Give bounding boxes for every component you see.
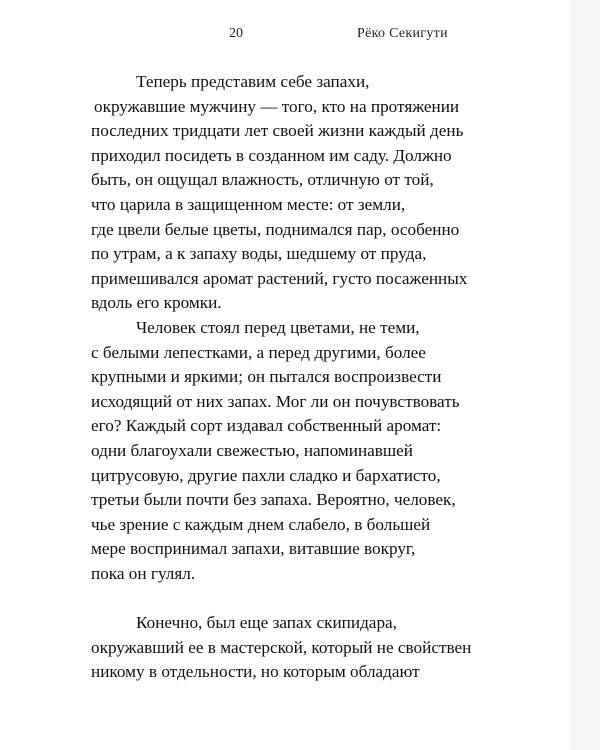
paragraph-2-line-9: чье зрение с каждым днем слабело, в большей [91, 514, 431, 534]
paragraph-2-line-6: одни благоухали свежестью, напоминавшей [91, 440, 413, 460]
section-gap [0, 586, 570, 611]
running-head [0, 26, 570, 46]
paragraph-2-line-5: его? Каждый сорт издавал собственный аромат: [91, 416, 442, 436]
running-title: Рёко Секигути [357, 26, 448, 41]
paragraph-1-line-1: Теперь представим себе запахи, [136, 72, 370, 91]
paragraph-3-line-3: никому в отдельности, но которым обладают [91, 662, 420, 682]
paragraph-1-line-5: быть, он ощущал влажность, отличную от той, [91, 170, 434, 190]
page-number: 20 [229, 26, 243, 41]
paragraph-2-line-11: пока он гулял. [91, 563, 196, 583]
paragraph-1-line-8: по утрам, а к запаху воды, шедшему от пруда, [91, 244, 427, 264]
paragraph-3-line-1: Конечно, был еще запах скипидара, [136, 613, 397, 633]
paragraph-2-line-3: крупными и яркими; он пытался воспроизвести [91, 367, 442, 387]
paragraph-1-line-10: вдоль его кромки. [91, 293, 222, 313]
body-text [0, 70, 570, 685]
paragraph-1-line-6: что царила в защищенном месте: от земли, [91, 194, 406, 214]
paragraph-1-line-9: примешивался аромат растений, густо посаженных [91, 268, 468, 288]
paragraph-1-line-7: где цвели белые цветы, поднимался пар, особенно [91, 219, 460, 239]
paragraph-2-line-1: Человек стоял перед цветами, не теми, [136, 317, 420, 337]
paragraph-2-line-2: с белыми лепестками, а перед другими, более [91, 342, 426, 362]
paragraph-2-line-8: третьи были почти без запаха. Вероятно, человек, [91, 490, 456, 510]
paragraph-3-line-2: окружавший ее в мастерской, который не свойствен [91, 637, 472, 657]
paragraph-2-line-4: исходящий от них запах. Мог ли он почувствовать [91, 391, 460, 411]
paragraph-1-line-2: окружавшие мужчину — того, кто на протяжении [94, 96, 460, 116]
paragraph-1-line-4: приходил посидеть в созданном им саду. Должно [91, 145, 452, 165]
paragraph-2-line-10: мере воспринимал запахи, витавшие вокруг, [91, 539, 416, 559]
paragraph-2-line-7: цитрусовую, другие пахли сладко и бархатисто, [91, 465, 441, 485]
page-edge [570, 0, 600, 750]
paragraph-1-line-3: последних тридцати лет своей жизни каждый день [91, 121, 464, 141]
